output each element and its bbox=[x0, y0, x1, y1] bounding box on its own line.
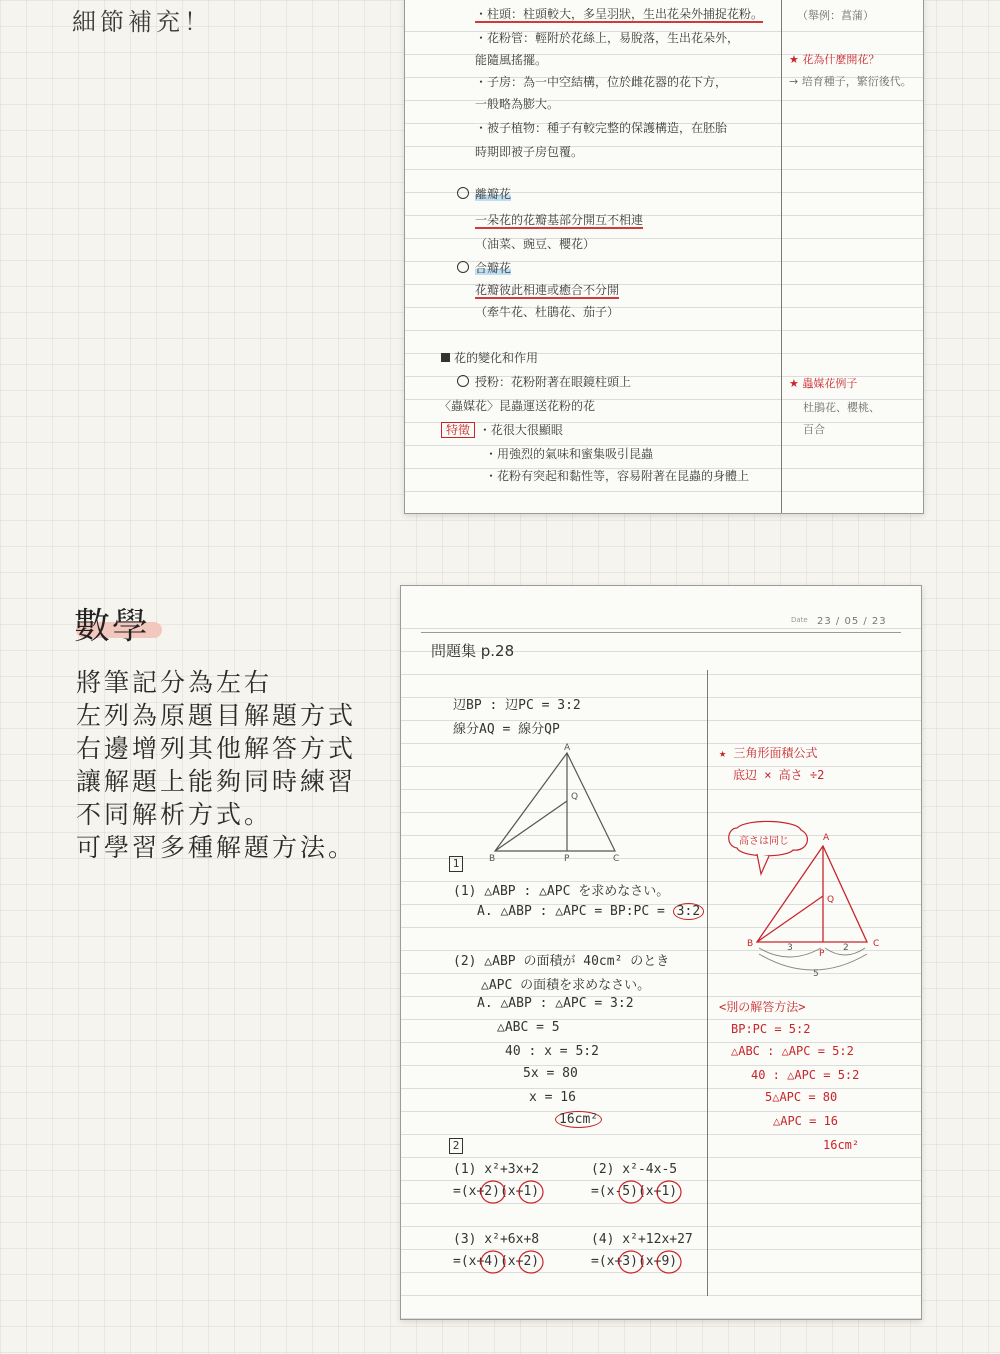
alt-working-line: 40 : △APC = 5:2 bbox=[751, 1068, 860, 1082]
side-note: ★ 花為什麼開花？ bbox=[789, 53, 880, 66]
dimension-label: 3 bbox=[787, 943, 793, 953]
question-text: (1) △ABP : △APC を求めなさい。 bbox=[453, 884, 670, 899]
description-line: 左列為原題目解題方式 bbox=[76, 701, 357, 730]
science-notebook-page bbox=[404, 0, 924, 514]
question-text: (1) x²+3x+2 bbox=[453, 1162, 540, 1177]
math-heading: 數學 bbox=[74, 606, 151, 647]
note-line: 授粉：花粉附著在眼鏡柱頭上 bbox=[475, 375, 632, 389]
side-note: 杜鵑花、櫻桃、 bbox=[803, 401, 880, 414]
vertex-label: B bbox=[489, 854, 496, 861]
formula: 底辺 × 高さ ÷2 bbox=[733, 768, 825, 782]
description-line: 可學習多種解題方法。 bbox=[76, 833, 357, 862]
answer-text: =(x+2)(x+1) bbox=[453, 1184, 540, 1199]
question-number: 2 bbox=[449, 1138, 463, 1154]
title-rule bbox=[421, 632, 901, 633]
vertex-label: C bbox=[613, 854, 620, 861]
section-heading: 花的變化和作用 bbox=[454, 351, 539, 365]
answer-text: A. △ABP : △APC = BP:PC = bbox=[477, 904, 673, 919]
note-line: 花瓣彼此相連或癒合不分開 bbox=[475, 283, 620, 297]
question-text: △APC の面積を求めなさい。 bbox=[481, 978, 651, 993]
date-value: 23 / 05 / 23 bbox=[817, 616, 887, 627]
question-text: (3) x²+6x+8 bbox=[453, 1232, 540, 1247]
circle-bullet-icon bbox=[457, 375, 469, 387]
math-notebook-page bbox=[400, 585, 922, 1320]
note-line: 一般略為膨大。 bbox=[475, 97, 560, 111]
alt-working-line: BP:PC = 5:2 bbox=[731, 1022, 811, 1036]
working-line: 40 : x = 5:2 bbox=[505, 1044, 599, 1059]
column-divider bbox=[781, 0, 782, 513]
question-text: (4) x²+12x+27 bbox=[591, 1232, 693, 1247]
circle-bullet-icon bbox=[457, 261, 469, 273]
description-line: 不同解析方式。 bbox=[76, 800, 273, 829]
answer-text: =(x-5)(x+1) bbox=[591, 1184, 678, 1199]
math-description bbox=[76, 666, 356, 864]
note-line: ・花粉管：輕附於花絲上，易脫落，生出花朵外， bbox=[475, 31, 740, 45]
subheading: 合瓣花 bbox=[475, 261, 512, 275]
side-note: （舉例：菖蒲） bbox=[797, 9, 874, 22]
answer-circle: 16cm² bbox=[555, 1111, 602, 1128]
note-line: ・子房：為一中空結構，位於雌花器的花下方， bbox=[475, 75, 728, 89]
working-line: A. △ABP : △APC = 3:2 bbox=[477, 996, 634, 1011]
note-line: 〈蟲媒花〉昆蟲運送花粉的花 bbox=[439, 399, 596, 413]
note-line: ・花粉有突起和黏性等，容易附著在昆蟲的身體上 bbox=[485, 469, 750, 483]
question-number: 1 bbox=[449, 856, 463, 872]
svg-text:B: B bbox=[747, 939, 754, 949]
side-note: 百合 bbox=[803, 423, 825, 436]
feature-tag: 特徵 bbox=[441, 422, 475, 438]
question-text: (2) △ABP の面積が 40cm² のとき bbox=[453, 954, 670, 969]
side-note: → 培育種子，繁衍後代。 bbox=[789, 75, 912, 88]
svg-text:P: P bbox=[819, 949, 825, 959]
alt-triangle-diagram bbox=[717, 816, 903, 986]
top-caption: 細節補充！ bbox=[72, 8, 212, 36]
vertex-label: Q bbox=[571, 792, 579, 802]
dimension-label: 2 bbox=[843, 943, 849, 953]
circle-bullet-icon bbox=[457, 187, 469, 199]
note-line: ・花很大很顯眼 bbox=[478, 423, 563, 437]
working-line: x = 16 bbox=[529, 1090, 576, 1105]
note-line: （油菜、豌豆、櫻花） bbox=[475, 237, 596, 251]
factor-circles bbox=[451, 1178, 751, 1278]
given-ratio: 辺BP : 辺PC = 3:2 bbox=[453, 698, 581, 713]
speech-bubble-text: 高さは同じ bbox=[739, 836, 789, 847]
side-note: ★ 蟲媒花例子 bbox=[789, 377, 858, 390]
subheading: 離瓣花 bbox=[475, 187, 512, 201]
note-line: 時期即被子房包覆。 bbox=[475, 145, 584, 159]
note-line: （牽牛花、杜鵑花、茄子） bbox=[475, 305, 620, 319]
date-label: Date bbox=[791, 616, 808, 624]
description-line: 將筆記分為左右 bbox=[76, 668, 273, 697]
vertex-label: A bbox=[564, 743, 571, 753]
svg-text:A: A bbox=[823, 833, 830, 843]
given-equality: 線分AQ = 線分QP bbox=[453, 722, 560, 737]
triangle-diagram bbox=[481, 741, 641, 861]
alt-method-title: <別の解答方法> bbox=[719, 1000, 806, 1014]
working-line: 5x = 80 bbox=[523, 1066, 578, 1081]
dimension-label: 5 bbox=[813, 969, 819, 979]
question-text: (2) x²-4x-5 bbox=[591, 1162, 678, 1177]
working-line: △ABC = 5 bbox=[497, 1020, 560, 1035]
note-line: 一朵花的花瓣基部分開互不相連 bbox=[475, 213, 644, 227]
svg-text:C: C bbox=[873, 939, 880, 949]
square-bullet-icon bbox=[441, 353, 450, 362]
alt-working-line: △ABC : △APC = 5:2 bbox=[731, 1044, 854, 1058]
formula-title: ★ 三角形面積公式 bbox=[719, 746, 818, 760]
page-title: 問題集 p.28 bbox=[431, 642, 515, 660]
description-line: 讓解題上能夠同時練習 bbox=[76, 767, 357, 796]
note-line: ・用強烈的氣味和蜜集吸引昆蟲 bbox=[485, 447, 654, 461]
answer-circle: 3:2 bbox=[673, 903, 704, 920]
vertex-label: P bbox=[564, 854, 570, 861]
answer-text: =(x+4)(x+2) bbox=[453, 1254, 540, 1269]
answer-text: =(x+3)(x+9) bbox=[591, 1254, 678, 1269]
alt-working-line: 5△APC = 80 bbox=[765, 1090, 838, 1104]
math-heading-block bbox=[74, 598, 150, 649]
svg-text:Q: Q bbox=[827, 895, 835, 905]
description-line: 右邊增列其他解答方式 bbox=[76, 734, 357, 763]
note-line: ・柱頭：柱頭較大，多呈羽狀，生出花朵外捕捉花粉。 bbox=[475, 7, 764, 21]
note-line: 能隨風搖擺。 bbox=[475, 53, 548, 67]
alt-answer: 16cm² bbox=[823, 1138, 860, 1152]
alt-working-line: △APC = 16 bbox=[773, 1114, 839, 1128]
note-line: ・被子植物：種子有較完整的保護構造，在胚胎 bbox=[475, 121, 728, 135]
